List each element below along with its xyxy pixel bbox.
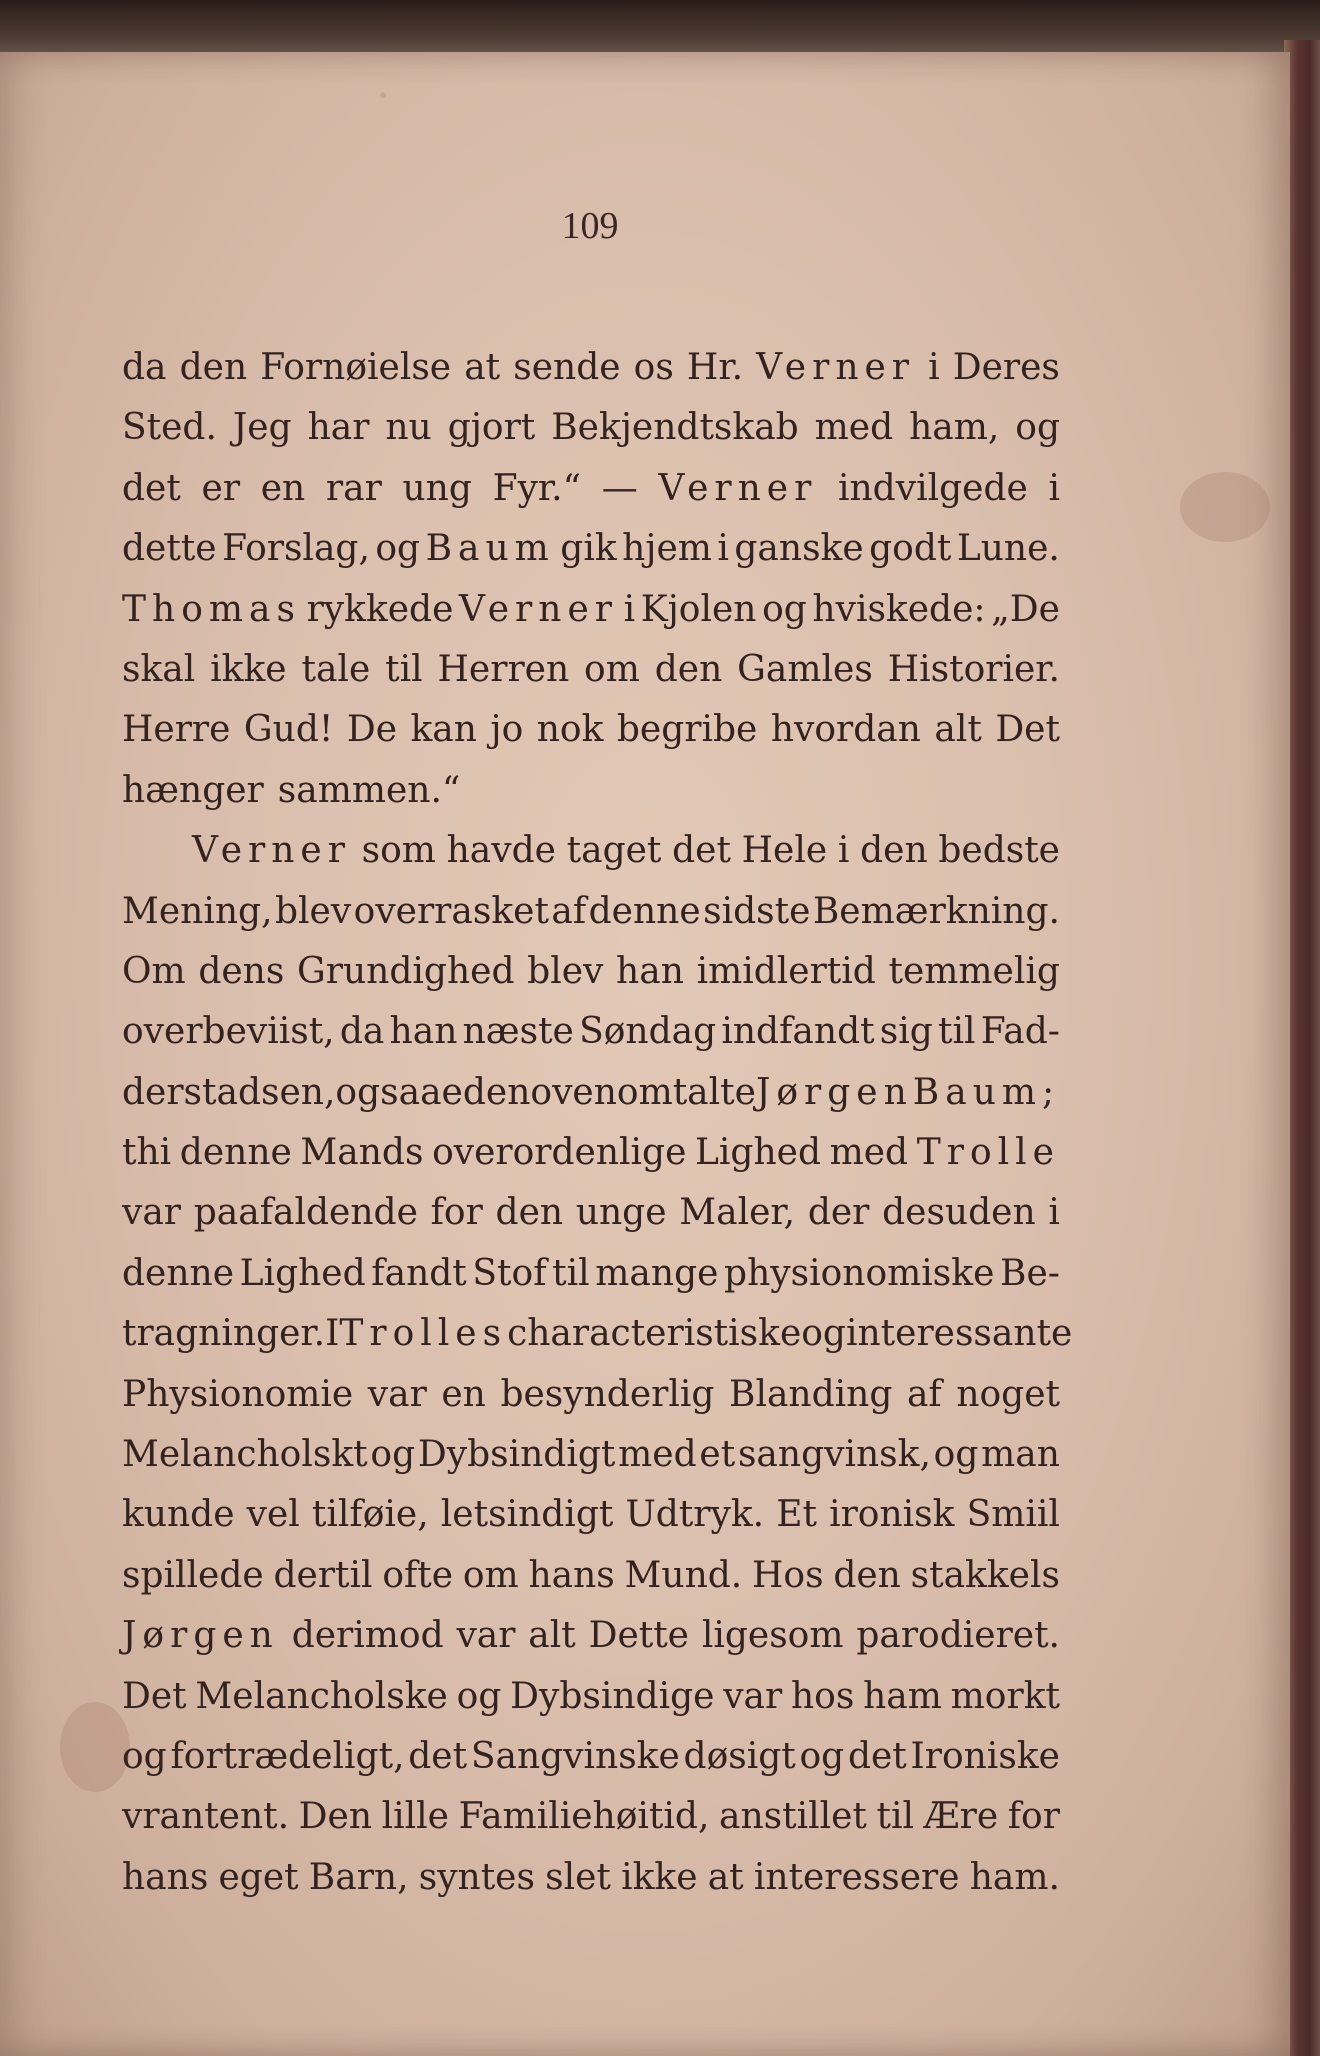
paper-stain bbox=[1180, 472, 1270, 542]
word: sende bbox=[513, 347, 621, 388]
text-line-21 bbox=[122, 1546, 1060, 1606]
word: en bbox=[441, 1373, 486, 1415]
word: anstillet bbox=[718, 1796, 867, 1838]
word: nok bbox=[536, 709, 604, 751]
word: Hos bbox=[752, 1554, 824, 1596]
text-line-22 bbox=[122, 1606, 1060, 1666]
word: Trolle bbox=[916, 1132, 1060, 1174]
word: Det bbox=[122, 1675, 187, 1717]
word: paafaldende bbox=[193, 1192, 418, 1234]
word: har bbox=[307, 407, 370, 449]
word: hvordan bbox=[770, 709, 921, 751]
word: sig bbox=[879, 1011, 933, 1053]
text-line-9 bbox=[122, 821, 1060, 881]
word: begribe bbox=[616, 709, 758, 751]
word: den bbox=[179, 347, 248, 388]
word: alt bbox=[934, 709, 982, 751]
word: hans bbox=[528, 1554, 615, 1596]
word: besynderlig bbox=[500, 1373, 715, 1415]
word: er bbox=[201, 467, 241, 509]
word: han bbox=[616, 950, 684, 992]
word: og bbox=[335, 1071, 381, 1113]
word: morkt bbox=[950, 1675, 1060, 1717]
word: og bbox=[762, 588, 807, 630]
word: Lighed bbox=[695, 1132, 821, 1174]
text-line-19 bbox=[122, 1425, 1060, 1485]
word: Lighed bbox=[239, 1252, 366, 1294]
text-line-25 bbox=[122, 1787, 1060, 1847]
paper-stain bbox=[60, 1702, 130, 1792]
word: indvilgede bbox=[837, 467, 1028, 509]
word: slet bbox=[545, 1856, 611, 1898]
body-text bbox=[122, 338, 1073, 1908]
word: Jørgen bbox=[122, 1615, 279, 1657]
word: denne bbox=[588, 890, 701, 932]
word: at bbox=[707, 1856, 744, 1898]
word: Barn, bbox=[308, 1856, 409, 1898]
word: Mands bbox=[300, 1132, 424, 1174]
text-line-17 bbox=[122, 1304, 1073, 1364]
word: — bbox=[601, 467, 638, 509]
word: var bbox=[367, 1373, 427, 1415]
word: Blanding bbox=[728, 1373, 893, 1415]
word: sidste bbox=[703, 890, 811, 932]
text-line-12 bbox=[122, 1002, 1060, 1062]
word: Forslag, bbox=[222, 528, 370, 570]
word: næste bbox=[462, 1011, 574, 1053]
word: Jeg bbox=[232, 407, 292, 449]
word: denne bbox=[179, 1132, 292, 1174]
text-line-10 bbox=[122, 882, 1060, 942]
word: Baum bbox=[425, 528, 555, 570]
word: De bbox=[346, 709, 397, 751]
word: hænger bbox=[122, 769, 264, 811]
word: vel bbox=[246, 1494, 300, 1536]
word: blev bbox=[527, 950, 604, 992]
word: vrantent. bbox=[122, 1796, 290, 1838]
word: i bbox=[1048, 1192, 1060, 1234]
text-line-11 bbox=[122, 942, 1060, 1002]
word: tilføie, bbox=[311, 1494, 429, 1536]
word: imidlertid bbox=[696, 950, 876, 992]
word: derimod bbox=[291, 1615, 444, 1657]
word: Gamles bbox=[737, 648, 873, 690]
word: nu bbox=[385, 407, 432, 449]
word: Om bbox=[122, 950, 186, 992]
word: ham, bbox=[909, 407, 1000, 449]
word: af bbox=[551, 890, 587, 932]
word: interessere bbox=[753, 1856, 960, 1898]
word: Gud! bbox=[243, 709, 334, 751]
word: om bbox=[584, 648, 640, 690]
word: Hr. bbox=[686, 347, 744, 388]
word: om bbox=[462, 1554, 519, 1596]
word: og bbox=[1015, 407, 1060, 449]
word: Herre bbox=[122, 709, 231, 751]
text-line-26 bbox=[122, 1848, 1060, 1908]
word: var bbox=[456, 1615, 516, 1657]
word: Søndag bbox=[579, 1011, 717, 1053]
paper-spot bbox=[380, 92, 386, 98]
word: med bbox=[618, 1434, 697, 1476]
text-line-2 bbox=[122, 398, 1060, 458]
text-line-1 bbox=[122, 338, 1060, 398]
word: med bbox=[814, 407, 894, 449]
text-line-16 bbox=[122, 1244, 1060, 1304]
word: Herren bbox=[437, 648, 570, 690]
word: desuden bbox=[882, 1192, 1036, 1234]
word: for bbox=[1007, 1796, 1060, 1838]
word: ham. bbox=[969, 1856, 1060, 1898]
word: Sted. bbox=[122, 407, 217, 449]
word: et bbox=[699, 1434, 736, 1476]
word: Kjolen bbox=[640, 588, 757, 630]
word: Historier. bbox=[887, 648, 1060, 690]
word: den bbox=[495, 1192, 564, 1234]
word: lille bbox=[381, 1796, 449, 1838]
word: unge bbox=[575, 1192, 667, 1234]
word: ovenomtalte bbox=[530, 1071, 756, 1113]
word: overbeviist, bbox=[122, 1011, 335, 1053]
text-line-5 bbox=[122, 580, 1060, 640]
word: fandt bbox=[371, 1252, 467, 1294]
word: Hele bbox=[741, 830, 828, 872]
text-line-8 bbox=[122, 761, 1060, 821]
word: til bbox=[385, 648, 423, 690]
word: Ære bbox=[923, 1796, 999, 1838]
word: skal bbox=[122, 648, 196, 690]
word: Fyr.“ bbox=[492, 467, 582, 509]
word: Jørgen bbox=[755, 1071, 913, 1113]
word: Fad- bbox=[980, 1011, 1060, 1053]
word: Dette bbox=[588, 1615, 689, 1657]
word: i bbox=[928, 347, 940, 388]
word: Den bbox=[298, 1796, 373, 1838]
word: det bbox=[408, 1735, 468, 1777]
word: i bbox=[1048, 467, 1060, 509]
word: „De bbox=[991, 588, 1060, 630]
word: Lune. bbox=[956, 528, 1060, 570]
text-line-20 bbox=[122, 1485, 1060, 1545]
word: godt bbox=[869, 528, 952, 570]
word: Verner bbox=[756, 347, 916, 388]
word: tragninger. bbox=[122, 1313, 326, 1355]
word: ironisk bbox=[829, 1494, 955, 1536]
word: os bbox=[633, 347, 674, 388]
word: Verner bbox=[658, 467, 818, 509]
word: til bbox=[876, 1796, 914, 1838]
word: at bbox=[464, 347, 501, 388]
text-line-24 bbox=[122, 1727, 1060, 1787]
word: som bbox=[361, 830, 436, 872]
word: Melancholskt bbox=[122, 1434, 368, 1476]
word: var bbox=[723, 1675, 783, 1717]
word: Verner bbox=[459, 588, 618, 630]
word: ham bbox=[863, 1675, 942, 1717]
word: dertil bbox=[273, 1554, 373, 1596]
word: ligesom bbox=[701, 1615, 844, 1657]
word: med bbox=[829, 1132, 909, 1174]
word: og bbox=[933, 1434, 979, 1476]
word: ikke bbox=[210, 648, 287, 690]
word: til bbox=[938, 1011, 976, 1053]
word: ofte bbox=[382, 1554, 454, 1596]
page-number: 109 bbox=[561, 205, 619, 247]
word: det bbox=[122, 467, 181, 509]
word: da bbox=[122, 347, 167, 388]
book-page bbox=[0, 52, 1290, 2056]
word: den bbox=[654, 648, 723, 690]
word: Trolles bbox=[339, 1313, 508, 1355]
word: Be- bbox=[1000, 1252, 1060, 1294]
word: Familiehøitid, bbox=[458, 1796, 710, 1838]
text-line-18 bbox=[122, 1365, 1060, 1425]
word: Mening, bbox=[122, 890, 273, 932]
word: tale bbox=[301, 648, 371, 690]
word: Bemærkning. bbox=[812, 890, 1060, 932]
word: noget bbox=[956, 1373, 1060, 1415]
word: rar bbox=[325, 467, 382, 509]
text-line-3 bbox=[122, 459, 1060, 519]
word: Et bbox=[776, 1494, 817, 1536]
word: Sangvinske bbox=[470, 1735, 680, 1777]
word: rykkede bbox=[306, 588, 454, 630]
word: af bbox=[906, 1373, 942, 1415]
word: Maler, bbox=[679, 1192, 796, 1234]
word: ikke bbox=[621, 1856, 698, 1898]
word: den bbox=[833, 1554, 901, 1596]
word: blev bbox=[275, 890, 352, 932]
word: saae bbox=[380, 1071, 463, 1113]
word: sammen.“ bbox=[277, 769, 461, 811]
word: og bbox=[801, 1313, 846, 1355]
word: hans bbox=[122, 1856, 209, 1898]
word: man bbox=[981, 1434, 1060, 1476]
word: der bbox=[807, 1192, 870, 1234]
word: hjem bbox=[622, 528, 712, 570]
word: Dybsindigt bbox=[417, 1434, 616, 1476]
word: Deres bbox=[952, 347, 1060, 388]
word: overrasket bbox=[353, 890, 549, 932]
word: Det bbox=[995, 709, 1060, 751]
word: I bbox=[325, 1313, 340, 1355]
word: characteristiske bbox=[507, 1313, 802, 1355]
word: bedste bbox=[938, 830, 1060, 872]
word: i bbox=[623, 588, 636, 630]
word: spillede bbox=[122, 1554, 264, 1596]
word: taget bbox=[566, 830, 662, 872]
word: havde bbox=[446, 830, 556, 872]
word: Baum; bbox=[912, 1071, 1061, 1113]
word: fortrædeligt, bbox=[170, 1735, 405, 1777]
word: denne bbox=[122, 1252, 235, 1294]
word: var bbox=[122, 1192, 182, 1234]
text-line-15 bbox=[122, 1183, 1060, 1243]
word: parodieret. bbox=[856, 1615, 1060, 1657]
word: derstadsen, bbox=[122, 1071, 336, 1113]
word: thi bbox=[122, 1132, 172, 1174]
word: syntes bbox=[418, 1856, 535, 1898]
word: da bbox=[339, 1011, 385, 1053]
word: indfandt bbox=[721, 1011, 875, 1053]
text-line-13 bbox=[122, 1063, 1060, 1123]
word: Thomas bbox=[122, 588, 301, 630]
word: Verner bbox=[192, 830, 351, 872]
word: og bbox=[370, 1434, 416, 1476]
word: Udtryk. bbox=[625, 1494, 765, 1536]
word: for bbox=[430, 1192, 483, 1234]
word: den bbox=[860, 830, 928, 872]
word: Bekjendtskab bbox=[551, 407, 799, 449]
word: Physionomie bbox=[122, 1373, 354, 1415]
word: hviskede: bbox=[812, 588, 986, 630]
word: Dybsindige bbox=[510, 1675, 715, 1717]
word: i bbox=[837, 830, 850, 872]
word: gjort bbox=[447, 407, 536, 449]
word: Smiil bbox=[966, 1494, 1060, 1536]
word: og bbox=[799, 1735, 845, 1777]
word: hos bbox=[791, 1675, 855, 1717]
word: Fornøielse bbox=[260, 347, 452, 388]
word: en bbox=[260, 467, 306, 509]
word: kunde bbox=[122, 1494, 235, 1536]
word: døsigt bbox=[683, 1735, 796, 1777]
word: kan bbox=[410, 709, 477, 751]
word: dette bbox=[122, 528, 217, 570]
word: letsindigt bbox=[440, 1494, 614, 1536]
word: dens bbox=[198, 950, 285, 992]
word: Mund. bbox=[624, 1554, 743, 1596]
word: og bbox=[456, 1675, 502, 1717]
word: det bbox=[847, 1735, 907, 1777]
word: eget bbox=[218, 1856, 299, 1898]
text-line-4 bbox=[122, 519, 1060, 579]
text-line-7 bbox=[122, 700, 1060, 760]
word: til bbox=[552, 1252, 590, 1294]
word: ganske bbox=[734, 528, 864, 570]
word: jo bbox=[490, 709, 524, 751]
word: overordenlige bbox=[432, 1132, 687, 1174]
word: han bbox=[389, 1011, 458, 1053]
word: temmelig bbox=[888, 950, 1060, 992]
word: sangvinsk, bbox=[737, 1434, 931, 1476]
word: stakkels bbox=[910, 1554, 1060, 1596]
word: Ironiske bbox=[910, 1735, 1060, 1777]
word: physionomiske bbox=[724, 1252, 995, 1294]
text-line-6 bbox=[122, 640, 1060, 700]
word: i bbox=[717, 528, 729, 570]
text-line-14 bbox=[122, 1123, 1060, 1183]
word: og bbox=[122, 1735, 167, 1777]
word: gik bbox=[560, 528, 617, 570]
word: Stof bbox=[472, 1252, 547, 1294]
word: og bbox=[375, 528, 421, 570]
word: ung bbox=[402, 467, 472, 509]
word: Melancholske bbox=[195, 1675, 448, 1717]
word: den bbox=[462, 1071, 531, 1113]
word: Grundighed bbox=[297, 950, 515, 992]
word: det bbox=[672, 830, 731, 872]
word: alt bbox=[528, 1615, 576, 1657]
text-line-23 bbox=[122, 1667, 1060, 1727]
word: mange bbox=[595, 1252, 719, 1294]
word: interessante bbox=[845, 1313, 1073, 1355]
